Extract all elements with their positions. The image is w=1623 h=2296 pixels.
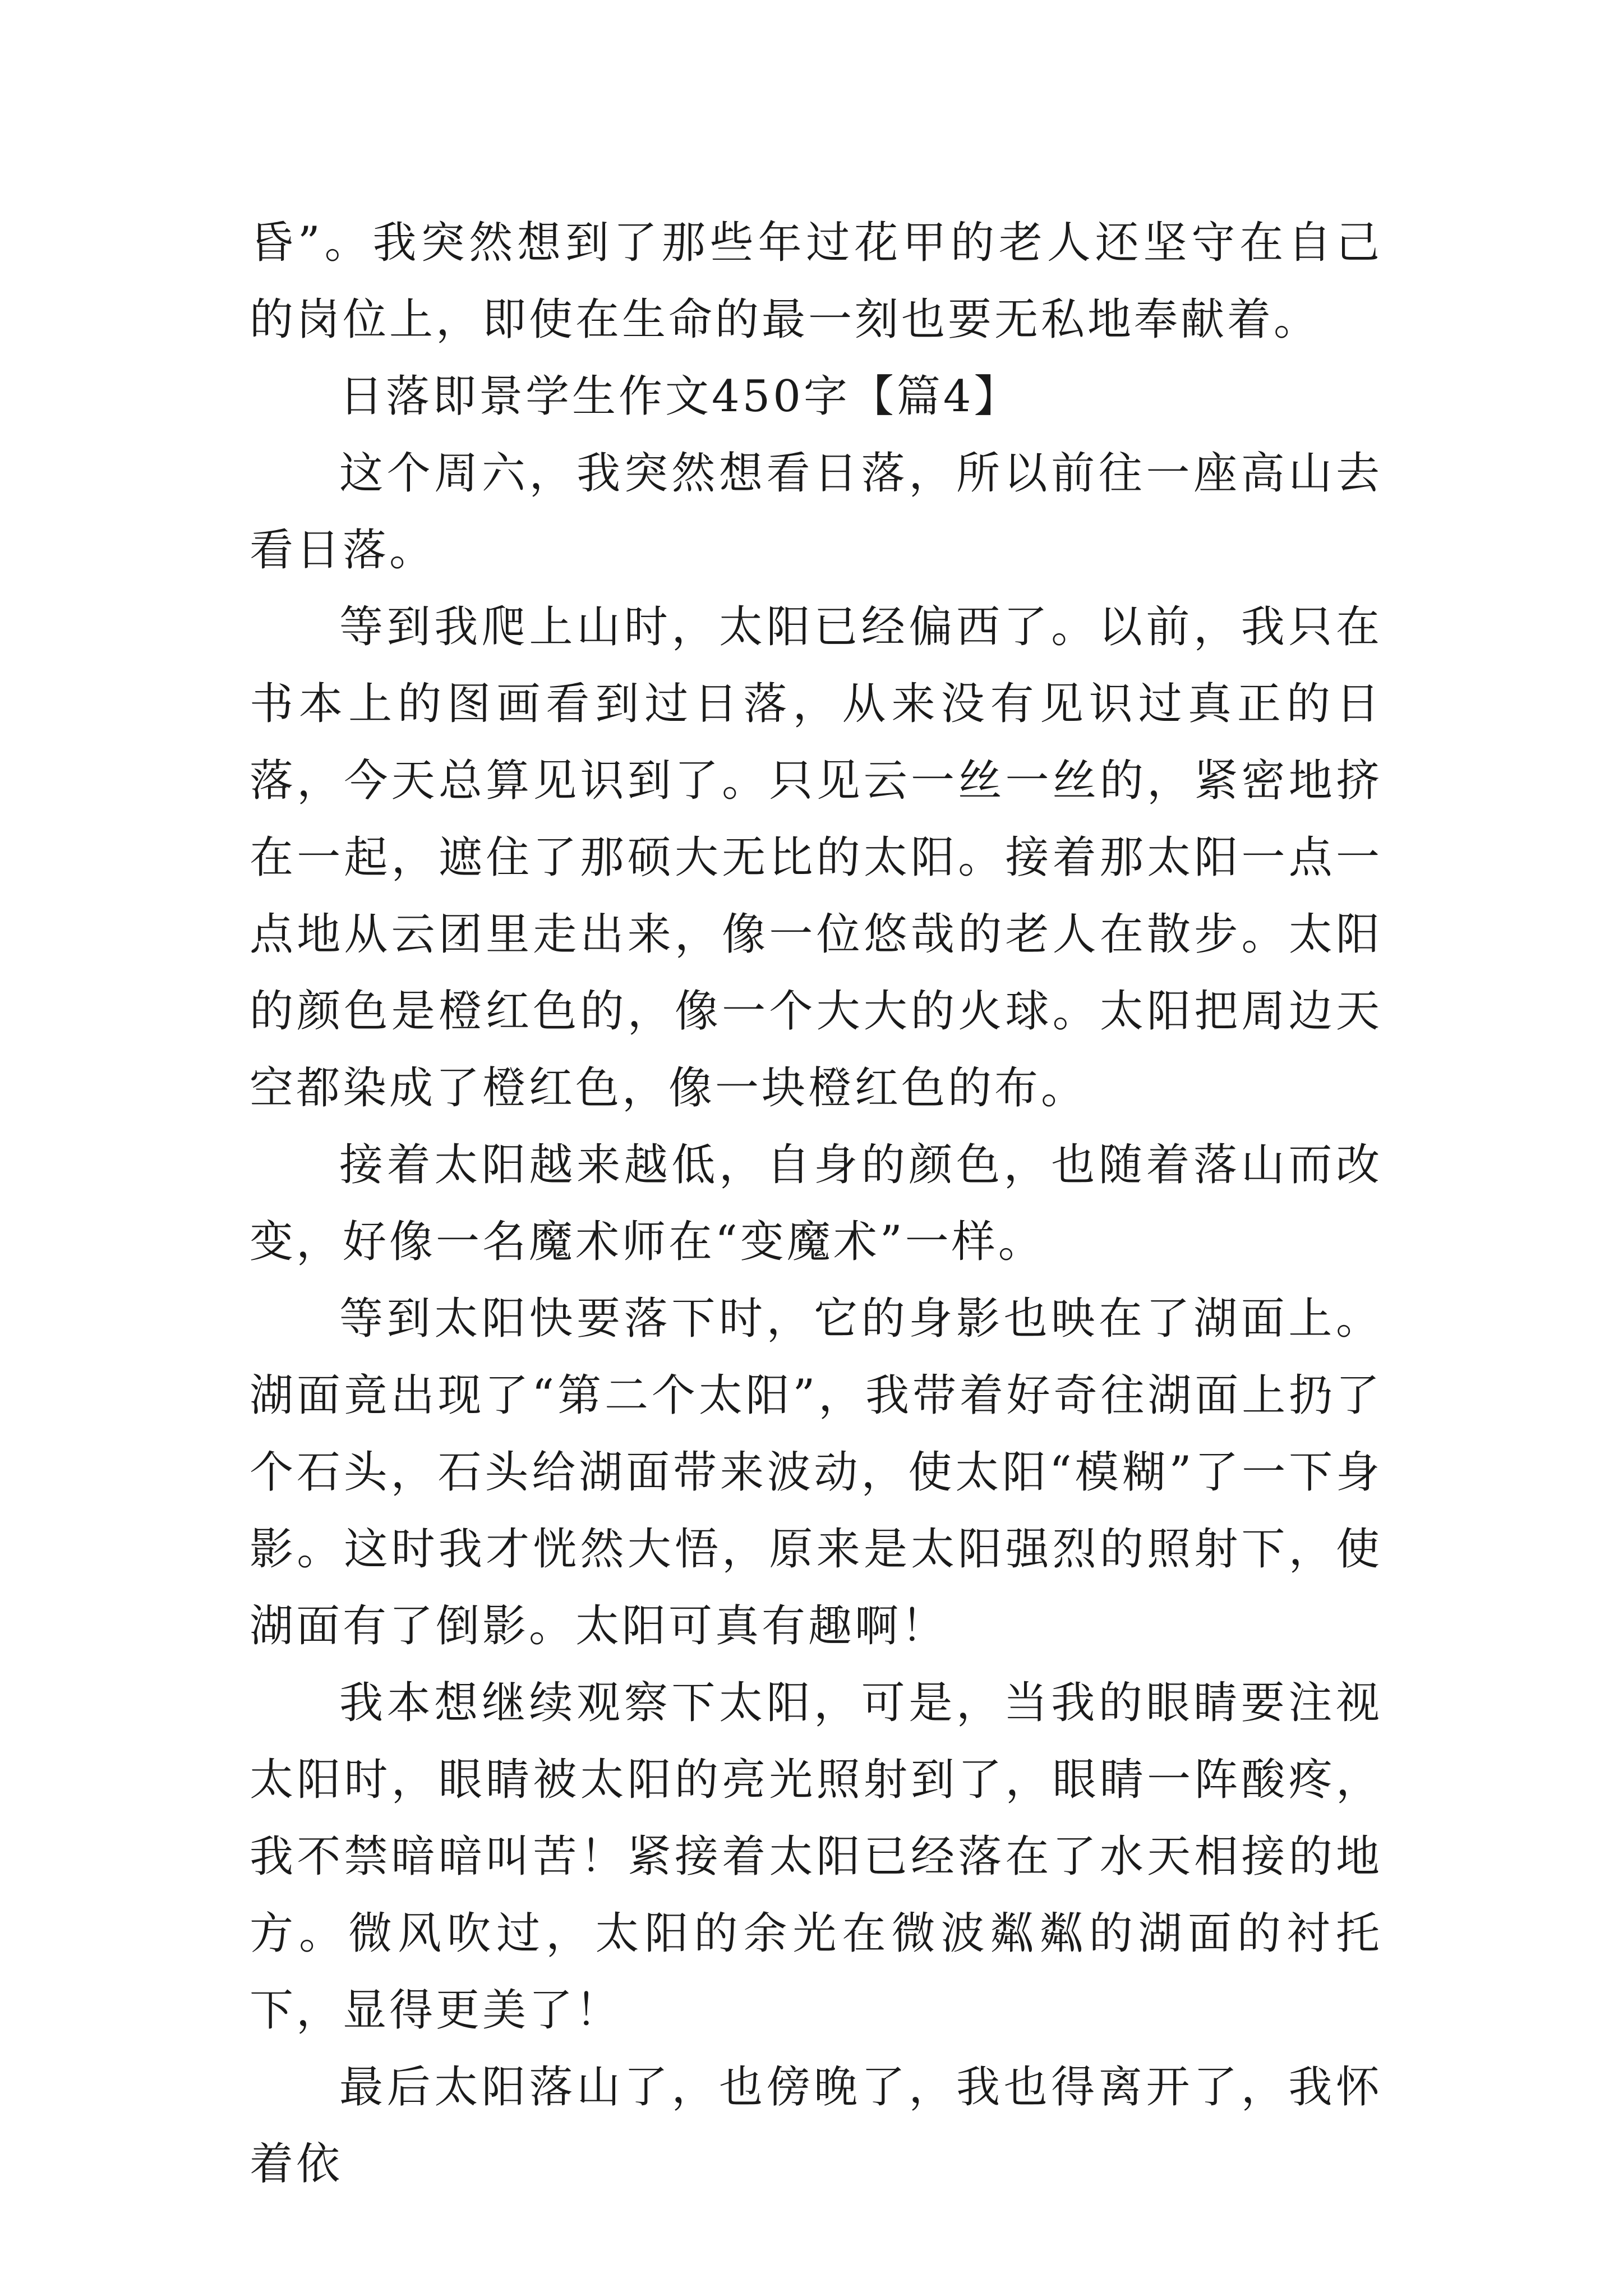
paragraph-continuation: 昏”。我突然想到了那些年过花甲的老人还坚守在自己的岗位上，即使在生命的最一刻也要无私地奉献着。 (250, 218, 1382, 345)
paragraph: 我本想继续观察下太阳，可是，当我的眼睛要注视太阳时，眼睛被太阳的亮光照射到了，眼睛一阵酸疼，我不禁暗暗叫苦！紧接着太阳已经落在了水天相接的地方。微风吹过，太阳的余光在微波粼粼的湖面的衬托下，显得更美了！ (250, 1678, 1382, 2036)
document-body (250, 205, 1382, 2203)
paragraph: 这个周六，我突然想看日落，所以前往一座高山去看日落。 (250, 448, 1382, 576)
paragraph: 等到我爬上山时，太阳已经偏西了。以前，我只在书本上的图画看到过日落，从来没有见识过真正的日落，今天总算见识到了。只见云一丝一丝的，紧密地挤在一起，遮住了那硕大无比的太阳。接着那太阳一点一点地从云团里走出来，像一位悠哉的老人在散步。太阳的颜色是橙红色的，像一个大大的火球。太阳把周边天空都染成了橙红色，像一块橙红色的布。 (250, 602, 1382, 1114)
section-heading: 日落即景学生作文450字【篇4】 (339, 371, 1021, 422)
paragraph: 等到太阳快要落下时，它的身影也映在了湖面上。湖面竟出现了“第二个太阳”，我带着好奇往湖面上扔了个石头，石头给湖面带来波动，使太阳“模糊”了一下身影。这时我才恍然大悟，原来是太阳强烈的照射下，使湖面有了倒影。太阳可真有趣啊！ (250, 1294, 1382, 1651)
paragraph-truncated: 最后太阳落山了，也傍晚了，我也得离开了，我怀着依 (250, 2062, 1382, 2189)
paragraph: 接着太阳越来越低，自身的颜色，也随着落山而改变，好像一名魔术师在“变魔术”一样。 (250, 1140, 1382, 1267)
